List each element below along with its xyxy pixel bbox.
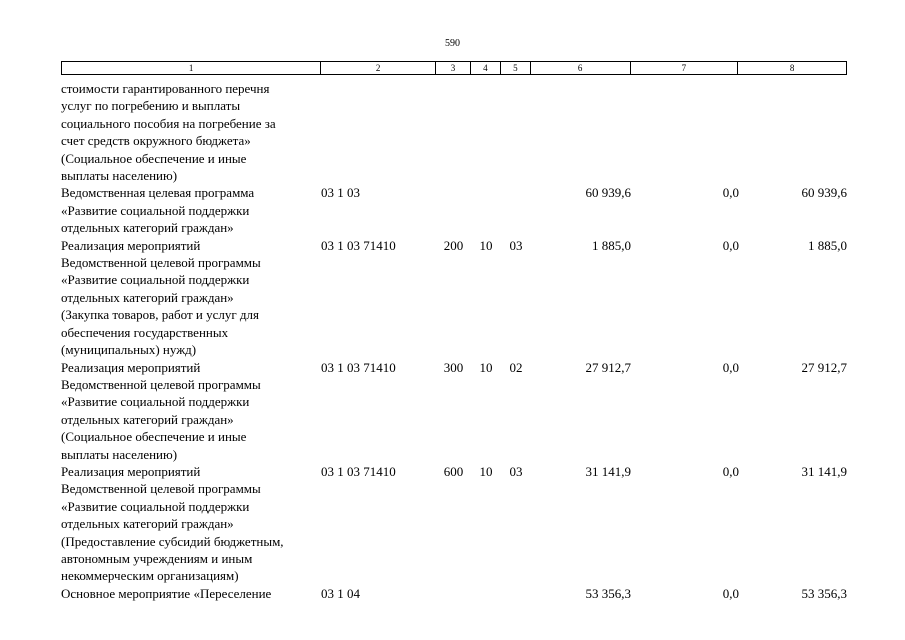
table-row [61, 463, 847, 585]
header-col-6: 6 [531, 62, 631, 74]
row-amount-1: 31 141,9 [585, 463, 631, 479]
row-amount-2: 0,0 [722, 237, 739, 253]
description-line: социального пособия на погребение за [61, 115, 276, 131]
row-subsection: 02 [509, 359, 523, 375]
row-amount-2: 0,0 [722, 359, 739, 375]
header-col-8: 8 [789, 63, 795, 73]
header-col-1: 1 [62, 62, 321, 74]
row-amount-2: 0,0 [722, 463, 739, 479]
description-line: (Социальное обеспечение и иные [61, 429, 247, 445]
row-amount-2: 0,0 [722, 185, 739, 201]
row-target-code: 03 1 04 [321, 585, 360, 601]
header-col-4: 4 [471, 62, 501, 74]
row-amount-1: 1 885,0 [592, 237, 631, 253]
row-description [61, 237, 321, 359]
description-line: отдельных категорий граждан» [61, 411, 234, 427]
description-line: Ведомственной целевой программы [61, 376, 261, 392]
table-row [61, 237, 847, 359]
description-line: отдельных категорий граждан» [61, 289, 234, 305]
row-expense-type: 600 [443, 463, 464, 479]
row-section: 10 [479, 359, 493, 375]
row-description [61, 359, 321, 463]
row-description [61, 80, 321, 184]
description-line: Реализация мероприятий [61, 463, 201, 479]
row-description [61, 463, 321, 585]
table-row [61, 184, 847, 236]
row-amount-3: 1 885,0 [808, 237, 847, 253]
row-section: 10 [479, 237, 493, 253]
row-target-code: 03 1 03 71410 [321, 463, 396, 479]
row-amount-3: 31 141,9 [801, 463, 847, 479]
row-amount-3: 60 939,6 [801, 185, 847, 201]
description-line: «Развитие социальной поддержки [61, 202, 250, 218]
row-amount-1: 60 939,6 [585, 185, 631, 201]
row-amount-2: 0,0 [722, 585, 739, 601]
row-target-code: 03 1 03 [321, 185, 360, 201]
row-expense-type: 200 [443, 237, 464, 253]
description-line: «Развитие социальной поддержки [61, 272, 250, 288]
description-line: (муниципальных) нужд) [61, 342, 197, 358]
header-col-3: 3 [436, 62, 471, 74]
description-line: отдельных категорий граждан» [61, 516, 234, 532]
description-line: «Развитие социальной поддержки [61, 394, 250, 410]
row-description [61, 184, 321, 236]
description-line: некоммерческим организациям) [61, 568, 239, 584]
description-line: стоимости гарантированного перечня [61, 81, 270, 96]
description-line: Ведомственной целевой программы [61, 255, 261, 271]
description-line: Реализация мероприятий [61, 359, 201, 375]
row-subsection: 03 [509, 237, 523, 253]
row-amount-3: 27 912,7 [801, 359, 847, 375]
description-line: услуг по погребению и выплаты [61, 98, 241, 114]
description-line: «Развитие социальной поддержки [61, 498, 250, 514]
row-subsection: 03 [509, 463, 523, 479]
row-section: 10 [479, 463, 493, 479]
description-line: Ведомственная целевая программа [61, 185, 255, 201]
description-line: (Предоставление субсидий бюджетным, [61, 533, 284, 549]
row-amount-1: 27 912,7 [585, 359, 631, 375]
row-target-code: 03 1 03 71410 [321, 237, 396, 253]
row-amount-3: 53 356,3 [801, 585, 847, 601]
table-row [61, 80, 847, 184]
description-line: (Социальное обеспечение и иные [61, 150, 247, 166]
header-col-2: 2 [321, 62, 436, 74]
description-line: Реализация мероприятий [61, 237, 201, 253]
description-line: обеспечения государственных [61, 324, 229, 340]
row-amount-1: 53 356,3 [585, 585, 631, 601]
description-line: выплаты населению) [61, 168, 178, 184]
description-line: Ведомственной целевой программы [61, 481, 261, 497]
description-line: выплаты населению) [61, 446, 178, 462]
header-col-7: 7 [631, 62, 739, 74]
description-line: (Закупка товаров, работ и услуг для [61, 307, 259, 323]
table-row [61, 585, 847, 602]
table-row [61, 359, 847, 463]
table-header-row [61, 61, 847, 75]
header-col-5: 5 [501, 62, 531, 74]
row-target-code: 03 1 03 71410 [321, 359, 396, 375]
description-line: Основное мероприятие «Переселение [61, 585, 272, 601]
description-line: счет средств окружного бюджета» [61, 133, 251, 149]
row-description [61, 585, 321, 602]
page-number: 590 [445, 38, 460, 49]
description-line: отдельных категорий граждан» [61, 220, 234, 236]
row-expense-type: 300 [443, 359, 464, 375]
budget-table-body [61, 80, 847, 602]
description-line: автономным учреждениям и иным [61, 550, 253, 566]
